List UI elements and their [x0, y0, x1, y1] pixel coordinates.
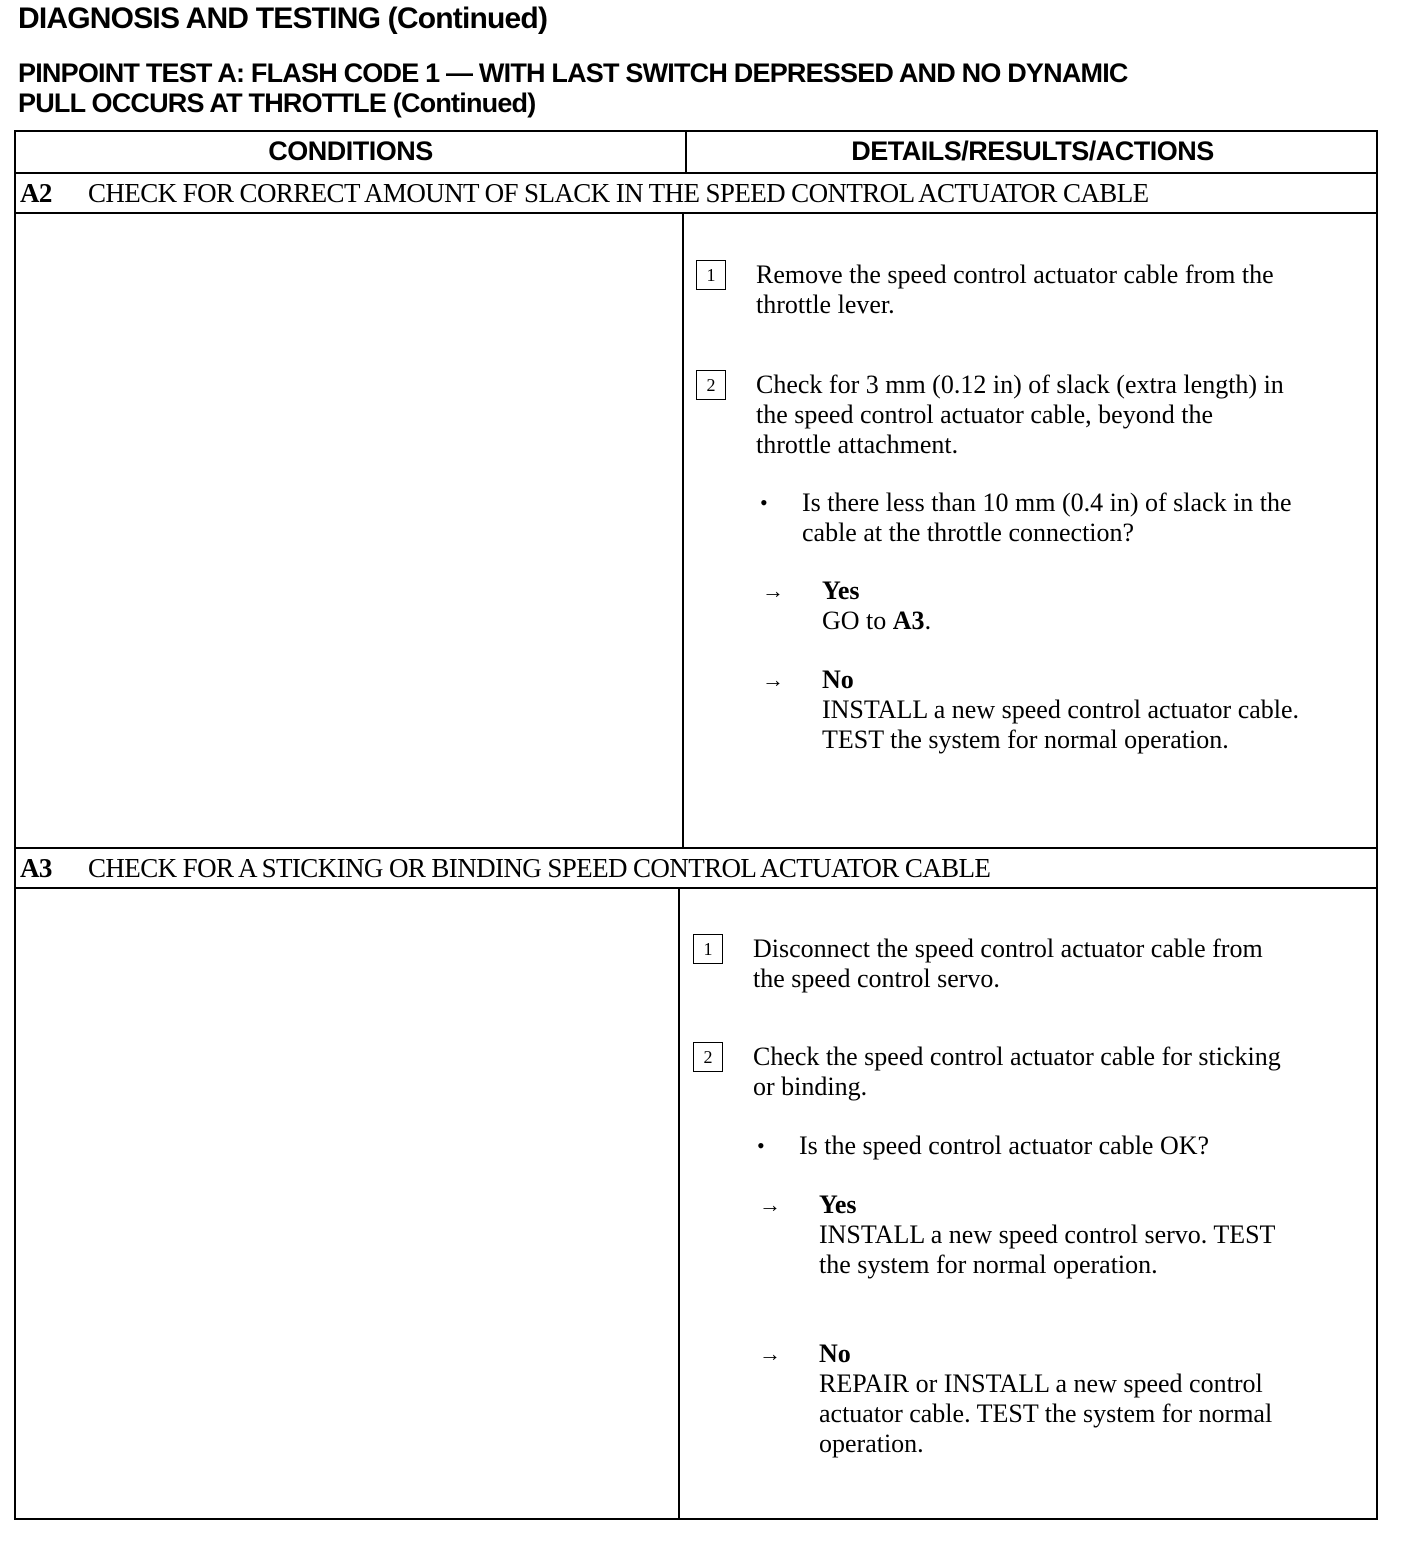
step-number-box: 2 [693, 1042, 723, 1072]
column-header-conditions: CONDITIONS [268, 136, 433, 166]
test-title-line-1: PINPOINT TEST A: FLASH CODE 1 — WITH LAST SWITCH DEPRESSED AND NO DYNAMIC [18, 58, 1128, 88]
action-line: operation. [819, 1429, 924, 1458]
question-line: cable at the throttle connection? [802, 518, 1135, 547]
header-rule [16, 172, 1376, 174]
instruction-line: throttle attachment. [756, 430, 959, 459]
no-action [822, 695, 1382, 755]
arrow-right-icon: → [762, 667, 784, 692]
yes-label: Yes [819, 1190, 857, 1219]
step-id: A2 [20, 178, 52, 208]
action-line: INSTALL a new speed control actuator cable. [822, 695, 1300, 724]
no-label: No [819, 1339, 851, 1368]
question-line: Is there less than 10 mm (0.4 in) of slack in the [802, 488, 1292, 517]
yes-action [819, 1220, 1379, 1280]
question-line: Is the speed control actuator cable OK? [799, 1131, 1210, 1160]
test-title-line-2: PULL OCCURS AT THROTTLE (Continued) [18, 88, 536, 118]
step-reference: A3 [892, 606, 925, 635]
action-line: INSTALL a new speed control servo. TEST [819, 1220, 1276, 1249]
no-label: No [822, 665, 854, 694]
arrow-right-icon: → [762, 578, 784, 603]
action-line: TEST the system for normal operation. [822, 725, 1229, 754]
page-title: DIAGNOSIS AND TESTING (Continued) [18, 2, 548, 35]
no-action [819, 1369, 1379, 1459]
yes-label: Yes [822, 576, 860, 605]
step-title-rule [16, 212, 1376, 214]
action-text: . [924, 606, 932, 635]
step-title-text: CHECK FOR CORRECT AMOUNT OF SLACK IN THE SPEED CONTROL ACTUATOR CABLE [88, 178, 1149, 208]
instruction-line: or binding. [753, 1072, 868, 1101]
step-title-text: CHECK FOR A STICKING OR BINDING SPEED CONTROL ACTUATOR CABLE [88, 853, 991, 883]
step-number-box: 1 [693, 934, 723, 964]
bullet-icon: • [757, 1133, 765, 1158]
column-header-details: DETAILS/RESULTS/ACTIONS [851, 136, 1214, 166]
pinpoint-test-table [14, 130, 1378, 1520]
step-number-box: 2 [696, 370, 726, 400]
column-divider [682, 214, 684, 847]
step-separator-rule [16, 847, 1376, 849]
arrow-right-icon: → [759, 1192, 781, 1217]
step-title-a2 [20, 178, 1149, 209]
instruction-line: the speed control actuator cable, beyond the [756, 400, 1213, 429]
action-line: REPAIR or INSTALL a new speed control [819, 1369, 1263, 1398]
yes-action [822, 606, 1382, 636]
instruction-line: the speed control servo. [753, 964, 1000, 993]
instruction-line: Check the speed control actuator cable for sticking [753, 1042, 1281, 1071]
action-text: GO to [822, 606, 893, 635]
action-line: the system for normal operation. [819, 1250, 1158, 1279]
action-line: actuator cable. TEST the system for normal [819, 1399, 1273, 1428]
column-divider [678, 889, 680, 1520]
instruction-line: Check for 3 mm (0.12 in) of slack (extra length) in [756, 370, 1284, 399]
instruction-line: Remove the speed control actuator cable from the [756, 260, 1274, 289]
instruction-line: throttle lever. [756, 290, 895, 319]
step-title-a3 [20, 853, 990, 884]
instruction-line: Disconnect the speed control actuator cable from [753, 934, 1263, 963]
step-id: A3 [20, 853, 52, 883]
step-title-rule [16, 887, 1376, 889]
step-number-box: 1 [696, 260, 726, 290]
arrow-right-icon: → [759, 1341, 781, 1366]
bullet-icon: • [760, 490, 768, 515]
